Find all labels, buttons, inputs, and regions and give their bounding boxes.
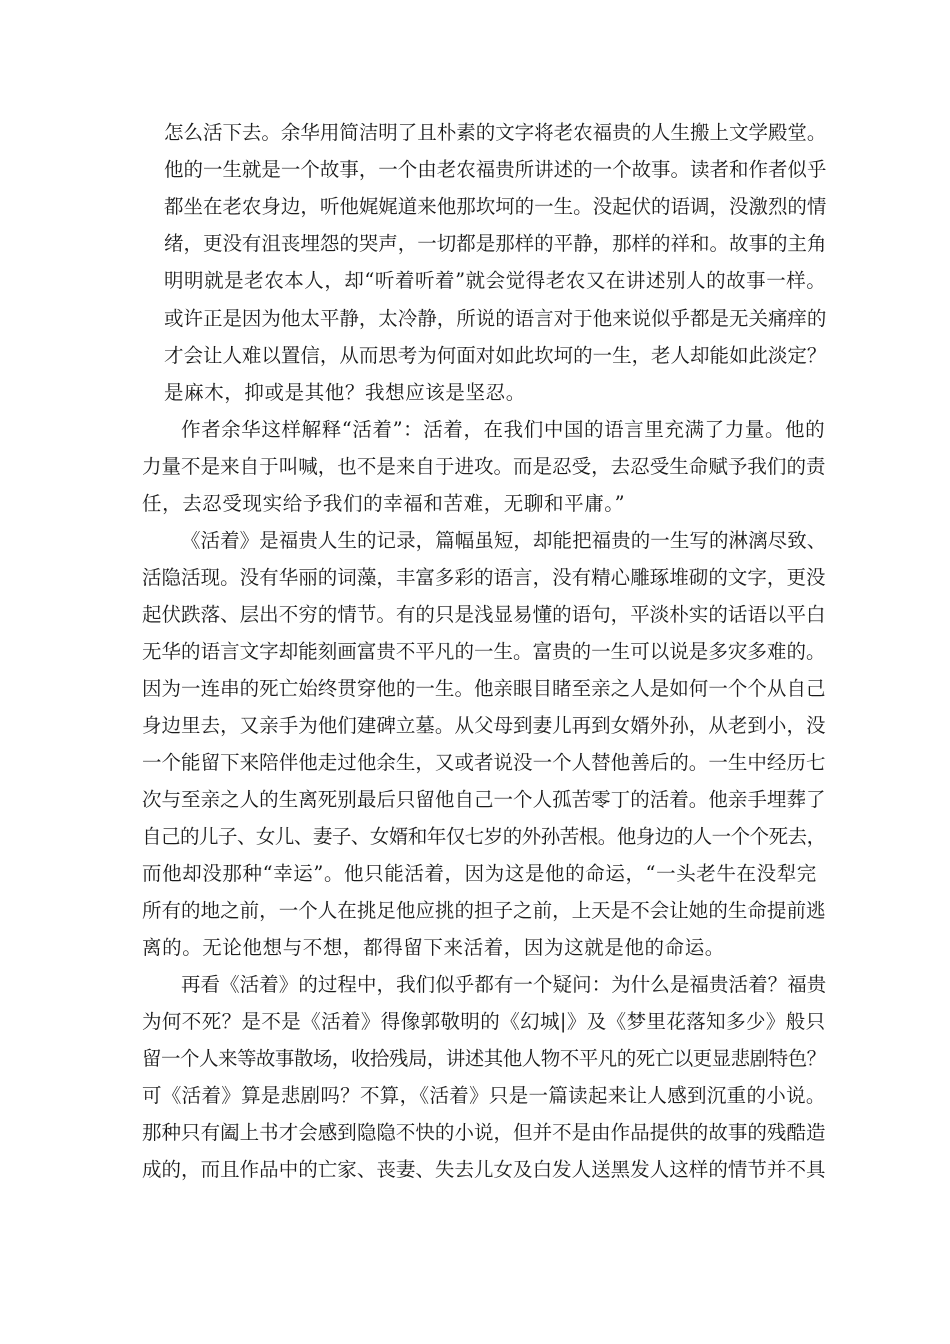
text-line: 因为一连串的死亡始终贯穿他的一生。他亲眼目睹至亲之人是如何一个个从自己 bbox=[142, 677, 826, 700]
text-line: 任，去忍受现实给予我们的幸福和苦难，无聊和平庸。” bbox=[142, 492, 626, 515]
text-line: 或许正是因为他太平静，太冷静，所说的语言对于他来说似乎都是无关痛痒的 bbox=[164, 307, 827, 330]
text-line: 是麻木，抑或是其他？我想应该是坚忍。 bbox=[164, 381, 526, 404]
text-line: 绪，更没有沮丧埋怨的哭声，一切都是那样的平静，那样的祥和。故事的主角 bbox=[164, 232, 827, 255]
text-line: 留一个人来等故事散场，收拾残局，讲述其他人物不平凡的死亡以更显悲剧特色？ bbox=[142, 1047, 826, 1070]
text-line: 可《活着》算是悲剧吗？不算，《活着》只是一篇读起来让人感到沉重的小说。 bbox=[142, 1084, 826, 1107]
text-line: 一个能留下来陪伴他走过他余生，又或者说没一个人替他善后的。一生中经历七 bbox=[142, 751, 826, 774]
text-line: 怎么活下去。余华用简洁明了且朴素的文字将老农福贵的人生搬上文学殿堂。 bbox=[164, 121, 827, 144]
text-line: 才会让人难以置信，从而思考为何面对如此坎坷的一生，老人却能如此淡定？ bbox=[164, 344, 827, 367]
paragraph-first-line: 作者余华这样解释“活着”：活着，在我们中国的语言里充满了力量。他的 bbox=[181, 418, 826, 441]
paragraph-first-line: 《活着》是福贵人生的记录，篇幅虽短，却能把福贵的一生写的淋漓尽致、 bbox=[181, 529, 827, 552]
text-line: 所有的地之前，一个人在挑足他应挑的担子之前，上天是不会让她的生命提前逃 bbox=[142, 899, 826, 922]
text-line: 自己的儿子、女儿、妻子、女婿和年仅七岁的外孙苦根。他身边的人一个个死去， bbox=[142, 825, 826, 848]
text-line: 为何不死？是不是《活着》得像郭敬明的《幻城|》及《梦里花落知多少》般只 bbox=[142, 1010, 826, 1033]
text-line: 身边里去，又亲手为他们建碑立墓。从父母到妻儿再到女婿外孙，从老到小，没 bbox=[142, 714, 826, 737]
text-line: 明明就是老农本人，却“听着听着”就会觉得老农又在讲述别人的故事一样。 bbox=[164, 269, 827, 292]
text-line: 而他却没那种“幸运”。他只能活着，因为这是他的命运，“一头老牛在没犁完 bbox=[142, 862, 817, 885]
text-line: 活隐活现。没有华丽的词藻，丰富多彩的语言，没有精心雕琢堆砌的文字，更没 bbox=[142, 566, 826, 589]
text-line: 无华的语言文字却能刻画富贵不平凡的一生。富贵的一生可以说是多灾多难的。 bbox=[142, 640, 826, 663]
text-line: 都坐在老农身边，听他娓娓道来他那坎坷的一生。没起伏的语调，没激烈的情 bbox=[164, 195, 827, 218]
text-line: 他的一生就是一个故事，一个由老农福贵所讲述的一个故事。读者和作者似乎 bbox=[164, 158, 827, 181]
text-line: 那种只有阖上书才会感到隐隐不快的小说，但并不是由作品提供的故事的残酷造 bbox=[142, 1121, 826, 1144]
text-line: 离的。无论他想与不想，都得留下来活着，因为这就是他的命运。 bbox=[142, 936, 725, 959]
text-line: 成的，而且作品中的亡家、丧妻、失去儿女及白发人送黑发人这样的情节并不具 bbox=[142, 1158, 826, 1181]
text-line: 次与至亲之人的生离死别最后只留他自己一个人孤苦零丁的活着。他亲手埋葬了 bbox=[142, 788, 826, 811]
text-line: 起伏跌落、层出不穷的情节。有的只是浅显易懂的语句，平淡朴实的话语以平白 bbox=[142, 603, 826, 626]
text-line: 力量不是来自于叫喊，也不是来自于进攻。而是忍受，去忍受生命赋予我们的责 bbox=[142, 455, 826, 478]
paragraph-first-line: 再看《活着》的过程中，我们似乎都有一个疑问：为什么是福贵活着？福贵 bbox=[181, 973, 827, 996]
